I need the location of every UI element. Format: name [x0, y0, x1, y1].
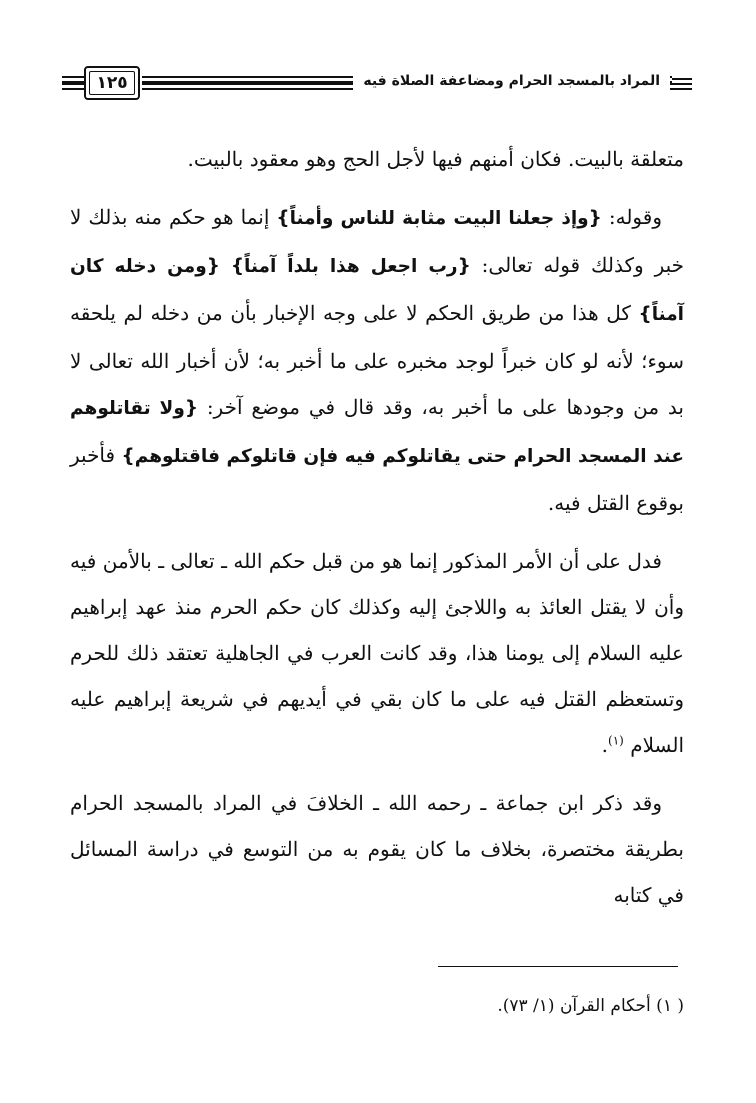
quran-quote-1: {وإذ جعلنا البيت مثابة للناس وأمناً}: [276, 208, 602, 229]
quran-quote-2: {رب اجعل هذا بلداً آمناً}: [230, 256, 471, 277]
main-text: [70, 136, 684, 930]
page-header: [62, 62, 692, 104]
p3-text-1: فدل على أن الأمر المذكور إنما هو من قبل حكم الله ـ تعالى ـ بالأمن فيه وأن لا يقتل العائذ به واللاجئ إليه وكذلك كان حكم الحرم منذ عهد إبراهيم عليه السلام إلى يومنا هذا، وقد كانت العرب في الجاهلية تعتقد ذلك للحرم وتستعظم القتل فيه على ما كان بقي في أيديهم في شريعة إبراهيم عليه السلام: [70, 549, 684, 757]
footnote: [497, 996, 684, 1016]
footnote-text: ( ١) أحكام القرآن (١/ ٧٣).: [497, 996, 684, 1016]
p1-text: متعلقة بالبيت. فكان أمنهم فيها لأجل الحج وهو معقود بالبيت.: [187, 147, 684, 171]
running-head: [353, 69, 670, 93]
paragraph-1: [70, 136, 684, 182]
p2-text-3: [220, 253, 231, 277]
footnote-reference[interactable]: (١): [608, 733, 624, 748]
quran-quote-3: {ومن دخله كان آمناً}: [70, 256, 684, 325]
p2-text-1: وقوله:: [601, 205, 662, 229]
header-ornament-left: [62, 74, 84, 92]
footnote-separator: [438, 966, 678, 967]
paragraph-4: [70, 780, 684, 918]
running-head-title: المراد بالمسجد الحرام ومضاعفة الصلاة فيه: [363, 73, 660, 89]
header-ornament-right: [672, 74, 692, 92]
quran-quote-4: {ولا تقاتلوهم عند المسجد الحرام حتى يقاتلوكم فيه فإن قاتلوكم فاقتلوهم}: [70, 398, 684, 467]
paragraph-3: [70, 538, 684, 768]
p4-text: وقد ذكر ابن جماعة ـ رحمه الله ـ الخلافَ في المراد بالمسجد الحرام بطريقة مختصرة، بخلاف ما كان يقوم به من التوسع في دراسة المسائل في كتابه: [70, 791, 684, 907]
paragraph-2: [70, 194, 684, 526]
p3-text-2: .: [601, 733, 608, 757]
p2-text-2: إنما هو حكم منه بذلك لا خبر وكذلك قوله تعالى:: [70, 205, 685, 277]
p2-text-5: فأخبر بوقوع القتل فيه.: [70, 443, 684, 515]
p2-text-4: كل هذا من طريق الحكم لا على وجه الإخبار بأن من دخله لم يلحقه سوء؛ لأنه لو كان خبراً لوجد مخبره على ما أخبر به؛ لأن أخبار الله تعالى لا بد من وجودها على ما أخبر به، وقد قال في موضع آخر:: [70, 301, 684, 419]
page-number: [84, 66, 140, 100]
page-number-text: ١٢٥: [96, 73, 128, 93]
